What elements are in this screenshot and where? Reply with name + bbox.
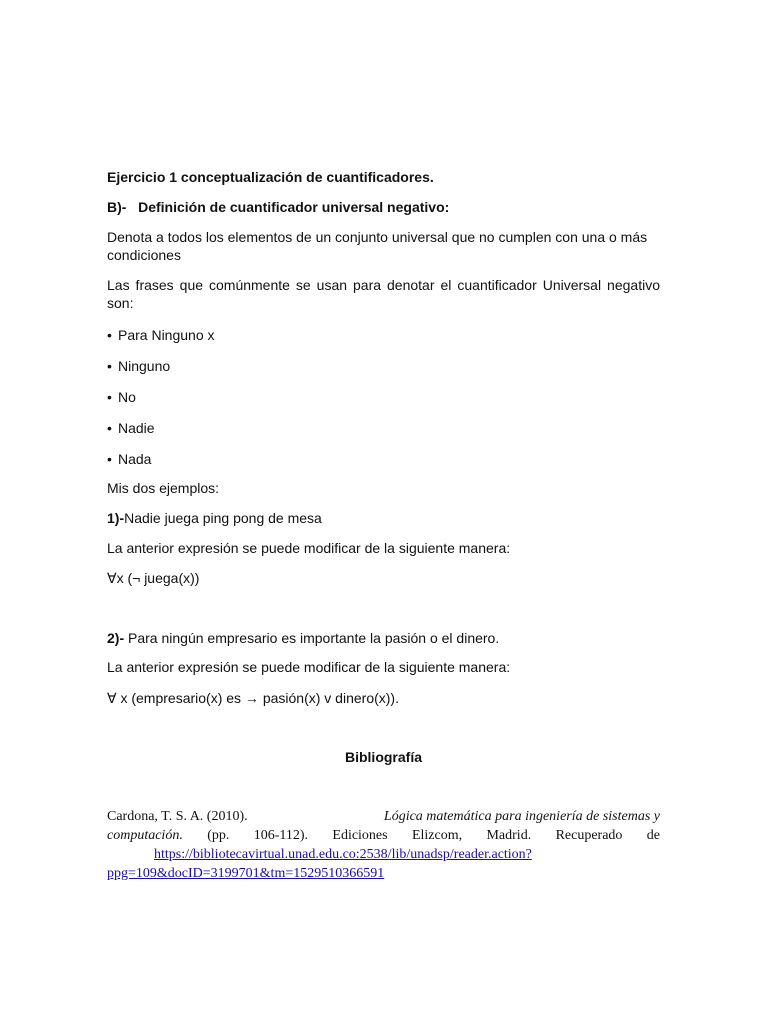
example-1-text: Nadie juega ping pong de mesa	[124, 510, 322, 526]
bullet-item	[107, 388, 660, 406]
bibliography-heading: Bibliografía	[344, 749, 422, 765]
bullet-text: Nada	[118, 451, 152, 467]
reference-retrieved: Recuperado	[555, 828, 623, 843]
reference-url-link[interactable]: https://bibliotecavirtual.unad.edu.co:2538/lib/unadsp/reader.action?	[154, 847, 532, 862]
example-2-formula: ∀ x (empresario(x) es → pasión(x) v dinero(x)).	[107, 690, 399, 706]
section-label: B)-	[107, 199, 127, 215]
reference-title-part1: Lógica matemática para ingeniería de sistemas y	[383, 809, 660, 824]
bibliography-line-4	[107, 864, 660, 883]
bullet-icon: •	[107, 420, 112, 436]
reference-pages-range: 106-112).	[253, 828, 309, 843]
bullet-text: Ninguno	[118, 358, 171, 374]
bullet-text: No	[118, 389, 136, 405]
reference-pages-label: (pp.	[207, 828, 230, 843]
bullet-icon: •	[107, 451, 112, 467]
reference-publisher: Ediciones	[332, 828, 388, 843]
bullet-icon: •	[107, 389, 112, 405]
bibliography-line-1	[107, 807, 660, 826]
example-2-text: Para ningún empresario es importante la pasión o el dinero.	[124, 630, 500, 646]
examples-intro: Mis dos ejemplos:	[107, 480, 220, 496]
bullet-item	[107, 419, 660, 437]
bullet-text: Nadie	[118, 420, 155, 436]
reference-title-part2: computación.	[107, 828, 183, 843]
bullet-item	[107, 326, 660, 344]
example-1-formula: ∀x (¬ juega(x))	[107, 570, 200, 586]
reference-url-link-continued[interactable]: ppg=109&docID=3199701&tm=1529510366591	[107, 866, 385, 881]
phrases-intro-paragraph: Las frases que comúnmente se usan para denotar el cuantificador Universal negativo son:	[107, 277, 660, 311]
bibliography-line-3	[107, 845, 660, 864]
example-2-note: La anterior expresión se puede modificar de la siguiente manera:	[107, 659, 511, 675]
bullet-icon: •	[107, 327, 112, 343]
section-heading-text: Definición de cuantificador universal negativo:	[138, 199, 450, 215]
bibliography-line-2	[107, 826, 660, 845]
bullet-item	[107, 450, 660, 468]
reference-retrieved-from: de	[646, 828, 660, 843]
example-2-number: 2)-	[107, 630, 125, 646]
bullet-item	[107, 357, 660, 375]
example-2	[107, 629, 660, 647]
example-1	[107, 509, 660, 527]
bibliography-entry	[107, 807, 660, 883]
exercise-title: Ejercicio 1 conceptualización de cuantificadores.	[107, 169, 434, 185]
reference-city: Madrid.	[486, 828, 532, 843]
section-heading	[107, 198, 660, 216]
definition-paragraph: Denota a todos los elementos de un conjunto universal que no cumplen con una o más condiciones	[107, 229, 648, 263]
bullet-text: Para Ninguno x	[118, 327, 215, 343]
bullet-icon: •	[107, 358, 112, 374]
example-1-number: 1)-	[107, 510, 125, 526]
example-1-note: La anterior expresión se puede modificar de la siguiente manera:	[107, 540, 511, 556]
reference-publisher-name: Elizcom,	[411, 828, 463, 843]
reference-author: Cardona, T. S. A. (2010).	[107, 809, 248, 824]
